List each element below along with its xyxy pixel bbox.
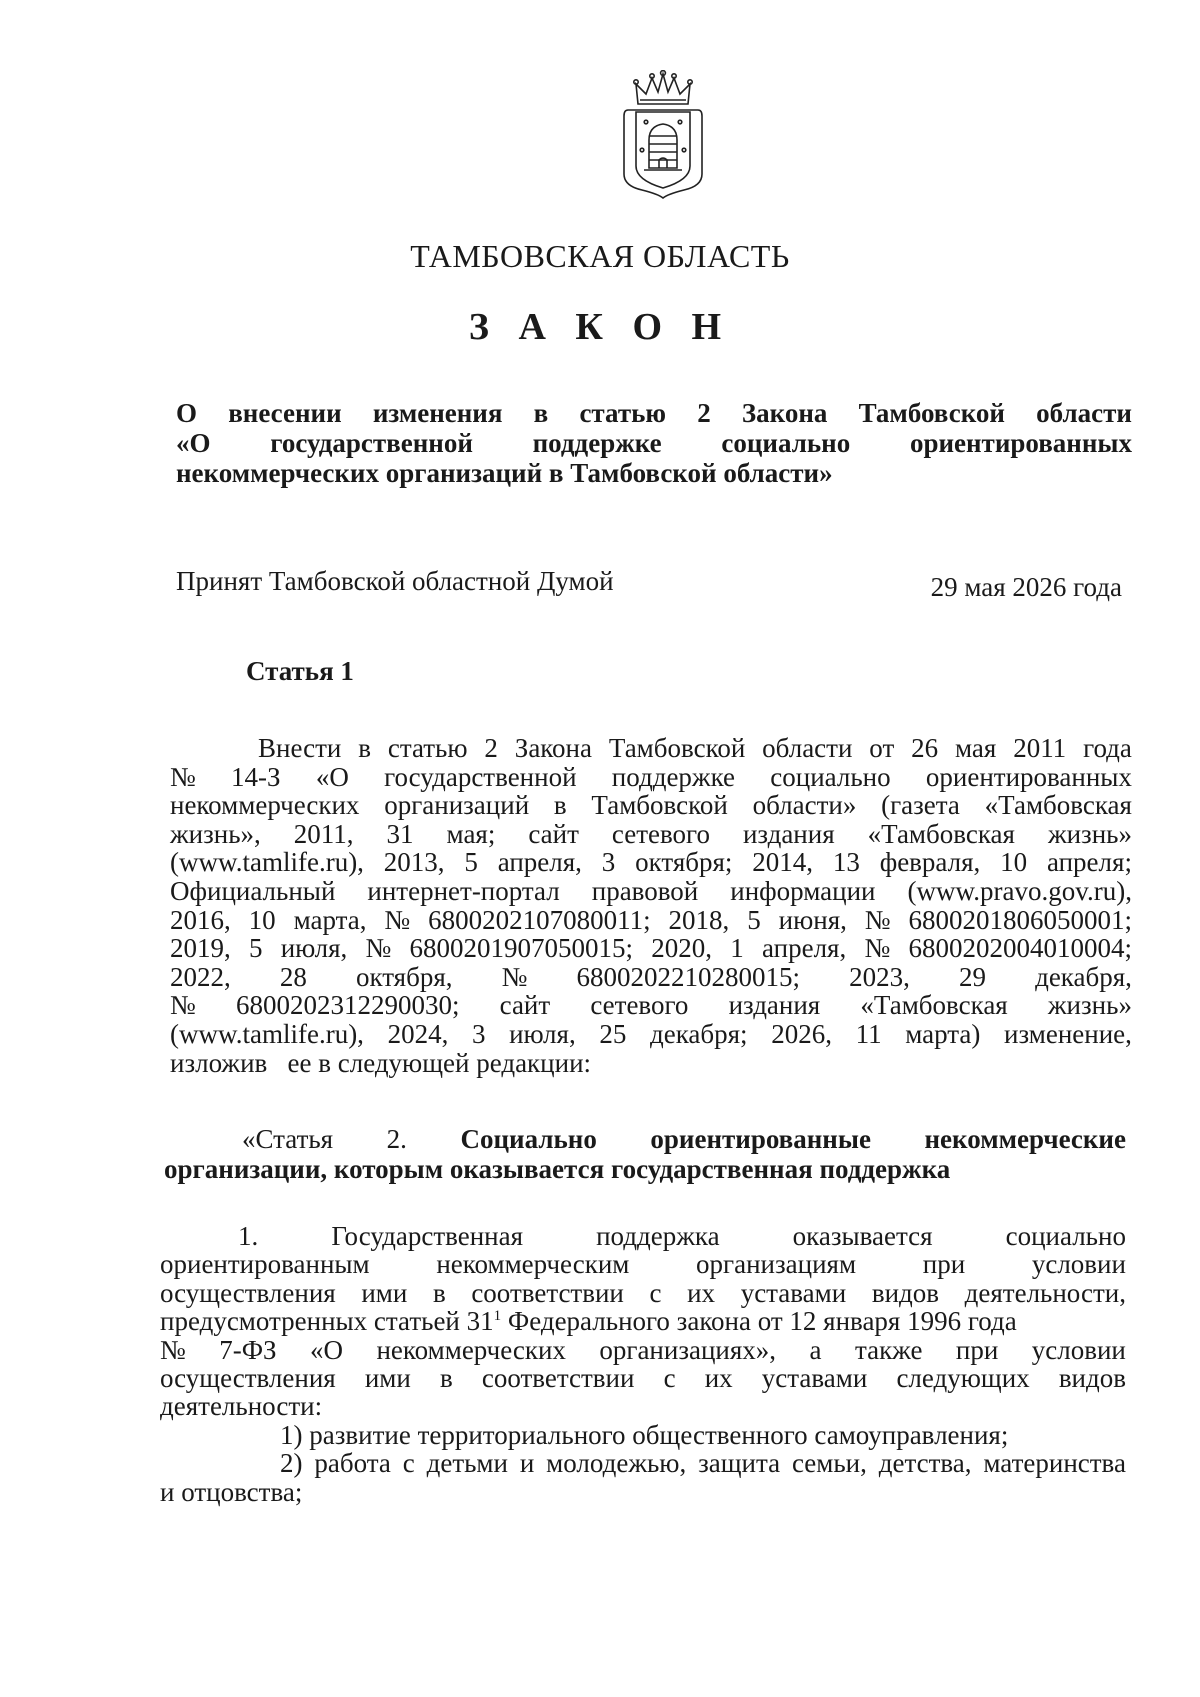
word: сайт [499, 990, 551, 1021]
word: 5 [747, 904, 761, 935]
word: в [533, 398, 549, 428]
article-1-body [170, 734, 1132, 1077]
word: области [762, 733, 853, 763]
word: интернет-портал [367, 875, 560, 906]
word: ориентированных [909, 428, 1132, 458]
word: условии [1031, 1334, 1126, 1365]
word: информации [730, 875, 876, 906]
word: июня, [778, 904, 847, 935]
word: 2022, [170, 961, 231, 992]
region-name: ТАМБОВСКАЯ ОБЛАСТЬ [410, 238, 790, 274]
word: внесении [228, 398, 342, 428]
word: государственной [384, 761, 577, 792]
word: оказывается [792, 1221, 933, 1251]
word: Закона [514, 733, 592, 763]
text-line [170, 934, 1132, 963]
word: 2013, [383, 847, 445, 878]
word: О [176, 398, 198, 428]
text-line [160, 1307, 1126, 1335]
title-line: некоммерческих организаций в Тамбовской области» [176, 458, 833, 488]
word: их [704, 1363, 733, 1394]
word: «О [310, 1334, 344, 1365]
word: октября, [355, 961, 453, 992]
word: 2020, [651, 933, 713, 964]
word: ориентированных [925, 761, 1132, 792]
word: сетевого [611, 818, 710, 849]
word: № [170, 990, 196, 1021]
word: июля, [280, 933, 348, 964]
word: 7-ФЗ [219, 1334, 277, 1365]
text-line [170, 763, 1132, 792]
word: Тамбовской [858, 398, 1005, 428]
word: молодежью, [546, 1448, 687, 1479]
text-line: изложив ее в следующей редакции: [170, 1047, 592, 1078]
word: № [864, 933, 891, 964]
word: февраля, [879, 847, 981, 878]
word: издания [728, 990, 821, 1021]
word: 11 [855, 1018, 882, 1049]
word: декабря, [1035, 961, 1132, 992]
heading-line: организации, которым оказывается государственная поддержка [164, 1154, 951, 1184]
word: семьи, [791, 1448, 867, 1479]
word: некоммерческих [170, 790, 360, 821]
word: 29 [958, 961, 986, 992]
document-type: З А К О Н [468, 306, 732, 348]
word: материнства [983, 1448, 1126, 1479]
word: уставами [761, 1363, 868, 1394]
word: № [384, 904, 411, 935]
word: мая; [446, 818, 496, 849]
word: года [1083, 733, 1132, 763]
word: «Тамбовская [860, 990, 1008, 1021]
word: (www.tamlife.ru), [170, 1018, 364, 1049]
word: в [553, 790, 567, 821]
word: 3 [471, 1018, 486, 1049]
heading-word: Социально [460, 1124, 597, 1154]
text-line [170, 906, 1132, 935]
word: и [519, 1448, 535, 1479]
word: детства, [878, 1448, 972, 1479]
word: 10 [248, 904, 276, 935]
word: (www.pravo.gov.ru), [907, 875, 1132, 906]
text-line [170, 734, 1132, 763]
word: с [649, 1277, 662, 1308]
word: 2024, [387, 1018, 449, 1049]
text-line [170, 848, 1132, 877]
word: соответствии [471, 1277, 624, 1308]
word: 2019, [170, 933, 231, 964]
word: статью [579, 398, 667, 428]
word: октября; [635, 847, 733, 878]
word: 2011, [293, 818, 354, 849]
word: в [439, 1363, 453, 1394]
word: жизнь», [170, 818, 261, 849]
word: Государственная [331, 1221, 524, 1251]
word: области» [752, 790, 857, 821]
word: 2011 [1013, 733, 1067, 763]
word: № [160, 1334, 186, 1365]
text-line: деятельности: [160, 1391, 323, 1422]
word: осуществления [160, 1363, 336, 1394]
word: некоммерческих [376, 1334, 566, 1365]
word: ими [361, 1277, 408, 1308]
word: 6800202312290030; [235, 990, 460, 1021]
word: условии [1031, 1249, 1126, 1280]
superscript: 1 [493, 1308, 502, 1325]
text-line [170, 877, 1132, 906]
word: декабря; [649, 1018, 748, 1049]
word: защита [698, 1448, 781, 1479]
word: 13 [832, 847, 860, 878]
word: 1 [730, 933, 744, 964]
article-2-body [160, 1222, 1126, 1506]
heading-word: ориентированные [650, 1124, 871, 1154]
text-line [160, 1279, 1126, 1307]
word: следующих [896, 1363, 1030, 1394]
word: 14-З [231, 761, 281, 792]
word: 2 [697, 398, 711, 428]
word: апреля, [497, 847, 582, 878]
word: детьми [426, 1448, 508, 1479]
word: № [365, 933, 392, 964]
word: области [1036, 398, 1132, 428]
word: поддержке [532, 428, 662, 458]
word: 2026, [771, 1018, 832, 1049]
word: государственной [270, 428, 473, 458]
word: «Тамбовская [867, 818, 1015, 849]
word: марта) [905, 1018, 981, 1049]
adoption-date: 29 мая 2026 года [930, 572, 1122, 602]
word: Закона [741, 398, 828, 428]
article-heading: Статья 1 [246, 656, 354, 686]
text-line [170, 1020, 1132, 1049]
word: Тамбовской [591, 790, 728, 821]
word: 1. [238, 1221, 259, 1251]
text-line [170, 991, 1132, 1020]
word: 5 [464, 847, 478, 878]
word: с [663, 1363, 676, 1394]
word: 6800201907050015; [409, 933, 634, 964]
word: июля, [509, 1018, 576, 1049]
word: также [854, 1334, 923, 1365]
title-line [176, 428, 1132, 458]
heading-word: некоммерческие [924, 1124, 1126, 1154]
word: социально [721, 428, 851, 458]
article-2-heading [164, 1124, 1126, 1184]
word: с [402, 1448, 415, 1479]
word: мая [955, 733, 997, 763]
word: 5 [248, 933, 263, 964]
word: «О [315, 761, 349, 792]
word: социально [1005, 1221, 1126, 1251]
word: от [869, 733, 895, 763]
text-line [170, 963, 1132, 992]
word: ориентированным [160, 1249, 370, 1280]
word: Тамбовской [608, 733, 746, 763]
word: 2018, [668, 904, 730, 935]
word: 2) [280, 1448, 303, 1479]
word: апреля, [762, 933, 847, 964]
text-line [160, 1250, 1126, 1278]
heading-line [164, 1124, 1126, 1154]
word: их [687, 1277, 716, 1308]
word: 26 [911, 733, 939, 763]
word: 25 [599, 1018, 627, 1049]
word: № [864, 904, 891, 935]
text-fragment: Федерального закона от 12 января 1996 года [501, 1306, 1017, 1337]
word: при [955, 1334, 999, 1365]
text-fragment: предусмотренных статьей 31 [160, 1306, 494, 1337]
word: видов [871, 1277, 940, 1308]
text-line [170, 820, 1132, 849]
text-line: и отцовства; [160, 1476, 303, 1507]
word: соответствии [481, 1363, 635, 1394]
word: поддержке [611, 761, 736, 792]
heading-word: «Статья [242, 1124, 334, 1154]
word: а [809, 1334, 822, 1365]
word: 31 [386, 818, 414, 849]
word: 3 [601, 847, 616, 878]
title-line [176, 398, 1132, 428]
word: организаций [384, 790, 530, 821]
word: в [358, 733, 371, 763]
list-item: 1) развитие территориального общественного самоуправления; [280, 1419, 1009, 1450]
word: № [501, 961, 528, 992]
word: «Тамбовская [984, 790, 1132, 821]
word: некоммерческим [436, 1249, 630, 1280]
adopted-by: Принят Тамбовской областной Думой [176, 566, 614, 596]
list-item [160, 1449, 1126, 1477]
word: 6800202210280015; [576, 961, 800, 992]
word: сайт [528, 818, 579, 849]
word: статью [387, 733, 468, 763]
law-title [176, 398, 1132, 488]
word: изменения [372, 398, 503, 428]
word: при [922, 1249, 966, 1280]
word: работа [314, 1448, 391, 1479]
word: социально [770, 761, 891, 792]
text-line [170, 791, 1132, 820]
text-line [160, 1336, 1126, 1364]
word: в [432, 1277, 446, 1308]
word: марта, [293, 904, 367, 935]
text-line [160, 1222, 1126, 1250]
word: (www.tamlife.ru), [170, 847, 364, 878]
word: изменение, [1004, 1018, 1132, 1049]
word: 2014, [752, 847, 814, 878]
word: уставами [740, 1277, 847, 1308]
heading-word: 2. [386, 1124, 407, 1154]
word: организациях», [599, 1334, 777, 1365]
word: 6800201806050001; [908, 904, 1132, 935]
word: правовой [591, 875, 699, 906]
word: жизнь» [1047, 990, 1132, 1021]
word: издания [742, 818, 835, 849]
text-line [160, 1364, 1126, 1392]
word: поддержка [596, 1221, 720, 1251]
word: «О [176, 428, 211, 458]
word: 10 [1000, 847, 1028, 878]
word: осуществления [160, 1277, 336, 1308]
word: 2 [484, 733, 498, 763]
word: жизнь» [1047, 818, 1132, 849]
word: 6800202107080011; [428, 904, 651, 935]
word: организациям [696, 1249, 857, 1280]
word: 2016, [170, 904, 231, 935]
word: (газета [881, 790, 960, 821]
word: апреля; [1046, 847, 1132, 878]
word: деятельности, [964, 1277, 1126, 1308]
word: 6800202004010004; [908, 933, 1132, 964]
word: Официальный [170, 875, 336, 906]
word: № [170, 761, 196, 792]
word: 28 [279, 961, 307, 992]
word: видов [1058, 1363, 1126, 1394]
word: Внести [258, 733, 342, 763]
tambov-coat-of-arms-icon [622, 70, 704, 200]
word: ими [364, 1363, 411, 1394]
word: 2023, [849, 961, 910, 992]
word: сетевого [590, 990, 689, 1021]
